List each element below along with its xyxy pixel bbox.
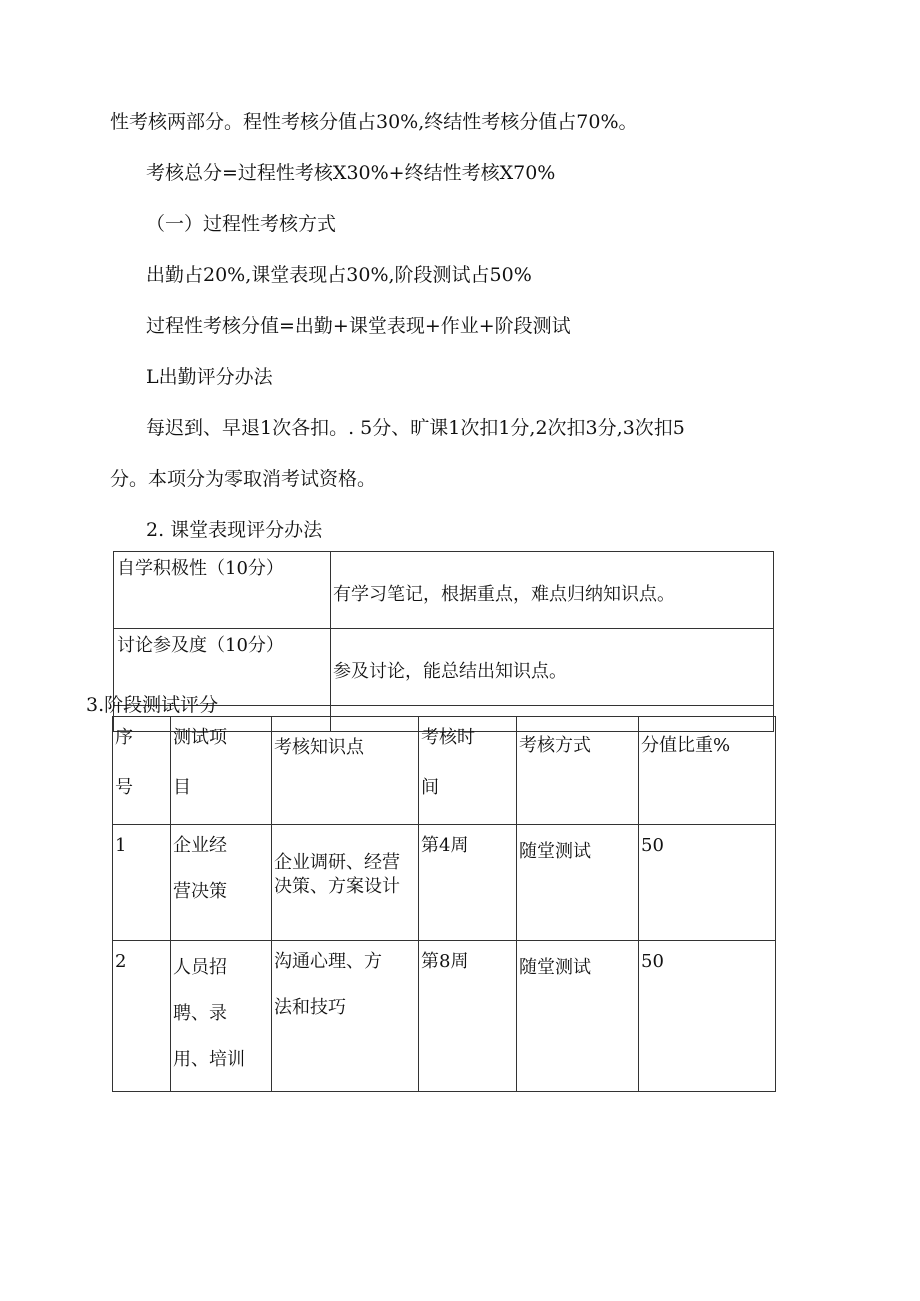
header-method: 考核方式 [517,717,639,825]
paragraph-weights: 出勤占20%,课堂表现占30%,阶段测试占50% [146,264,532,286]
header-time: 考核时 间 [419,717,517,825]
section-heading-process: （一）过程性考核方式 [146,213,337,235]
cell-seq: 1 [113,825,171,941]
cell-item: 人员招 聘、录 用、培训 [171,941,272,1092]
cell-item: 企业经 营决策 [171,825,272,941]
classroom-desc-cell: 有学习笔记，根据重点，难点归纳知识点。 [331,552,774,629]
paragraph-process-formula: 过程性考核分值=出勤+课堂表现+作业+阶段测试 [146,315,571,337]
subheading-classroom: 2. 课堂表现评分办法 [146,519,323,541]
paragraph-total-formula: 考核总分=过程性考核X30%+终结性考核X70% [146,162,556,184]
table-header-row [113,717,776,825]
header-knowledge: 考核知识点 [272,717,419,825]
header-weight: 分值比重% [639,717,776,825]
header-seq: 序 号 [113,717,171,825]
classroom-item-cell: 讨论参及度（10分） [114,629,331,706]
paragraph-attendance-rule: 每迟到、早退1次各扣。. 5分、旷课1次扣1分,2次扣3分,3次扣5 [146,417,685,439]
cell-seq: 2 [113,941,171,1092]
stage-test-table [112,716,776,1092]
paragraph-intro-tail: 性考核两部分。程性考核分值占30%,终结性考核分值占70%。 [110,111,638,133]
table-row [113,941,776,1092]
cell-time: 第4周 [419,825,517,941]
cell-knowledge: 沟通心理、方 法和技巧 [272,941,419,1092]
cell-knowledge: 企业调研、经营 决策、方案设计 [272,825,419,941]
paragraph-attendance-rule-cont: 分。本项分为零取消考试资格。 [110,468,377,490]
subheading-stage-test: 3.阶段测试评分 [86,694,219,716]
cell-weight: 50 [639,941,776,1092]
classroom-item-cell: 自学积极性（10分） [114,552,331,629]
subheading-attendance: L出勤评分办法 [146,366,273,388]
cell-method: 随堂测试 [517,941,639,1092]
classroom-desc-cell: 参及讨论，能总结出知识点。 [331,629,774,706]
cell-method: 随堂测试 [517,825,639,941]
table-row [113,825,776,941]
header-item: 测试项 目 [171,717,272,825]
cell-time: 第8周 [419,941,517,1092]
cell-weight: 50 [639,825,776,941]
table-row [114,552,774,629]
